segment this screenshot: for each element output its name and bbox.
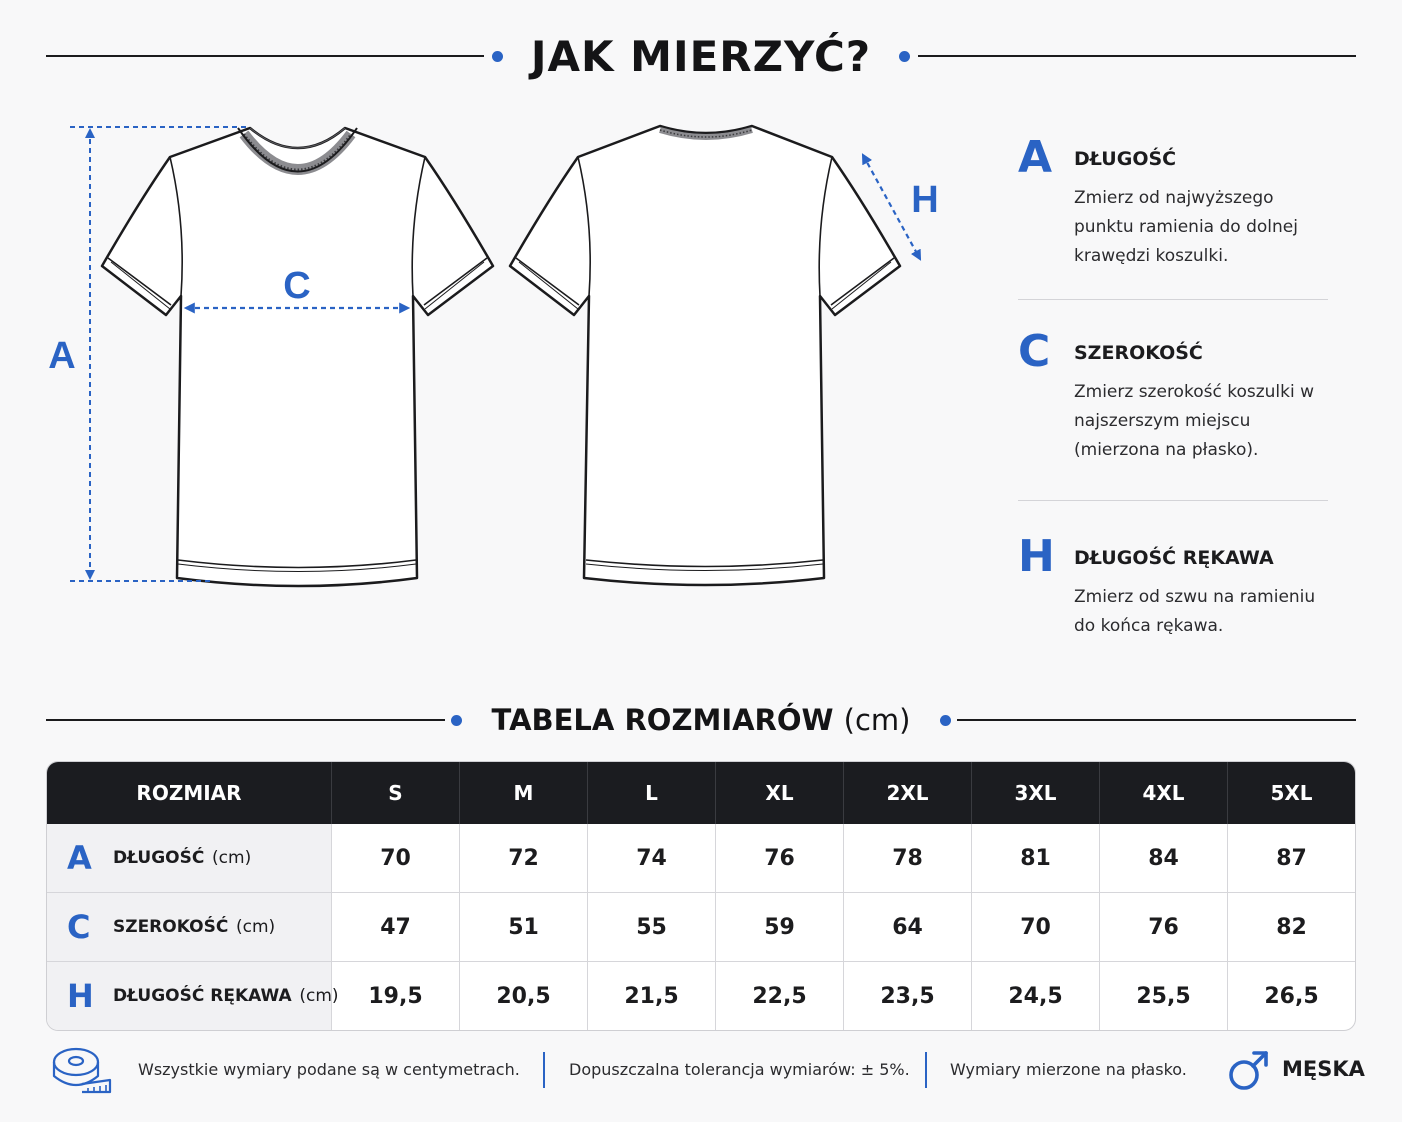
footer-note-tolerance: Dopuszczalna tolerancja wymiarów: ± 5%. <box>569 1060 910 1079</box>
size-table-header <box>47 762 1355 824</box>
legend-item-length <box>1018 132 1338 276</box>
page-title: JAK MIERZYĆ? <box>530 31 872 81</box>
footer-note-flat: Wymiary mierzone na płasko. <box>950 1060 1187 1079</box>
table-title-unit: (cm) <box>843 703 911 737</box>
column-header: M <box>459 762 587 824</box>
legend-letter: A <box>1018 132 1053 183</box>
legend-divider <box>1018 299 1328 300</box>
row-letter: H <box>67 977 94 1015</box>
column-header: XL <box>715 762 843 824</box>
table-cell: 55 <box>587 892 715 961</box>
legend-letter: H <box>1018 531 1055 582</box>
row-unit: (cm) <box>299 986 339 1006</box>
table-cell: 59 <box>715 892 843 961</box>
table-row <box>47 824 1355 892</box>
legend-name: DŁUGOŚĆ RĘKAWA <box>1074 547 1274 569</box>
row-header <box>47 961 339 1030</box>
row-letter: C <box>67 908 91 946</box>
column-header: 2XL <box>843 762 971 824</box>
row-header <box>47 892 331 961</box>
table-cell: 76 <box>1099 892 1227 961</box>
measure-h-label: H <box>911 179 939 221</box>
legend-item-sleeve <box>1018 531 1338 645</box>
legend-description: Zmierz szerokość koszulki w najszerszym miejscu (mierzona na płasko). <box>1074 382 1315 460</box>
table-row <box>47 961 1355 1030</box>
table-title-main: TABELA ROZMIARÓW <box>491 703 834 737</box>
table-cell: 70 <box>971 892 1099 961</box>
table-cell: 64 <box>843 892 971 961</box>
row-header <box>47 824 331 892</box>
table-cell: 72 <box>459 824 587 892</box>
measure-c-label: C <box>283 265 311 307</box>
column-header: 4XL <box>1099 762 1227 824</box>
table-cell: 74 <box>587 824 715 892</box>
table-cell: 21,5 <box>587 961 715 1030</box>
column-header-size: ROZMIAR <box>47 762 331 824</box>
legend-item-width <box>1018 326 1338 470</box>
table-cell: 87 <box>1227 824 1355 892</box>
row-unit: (cm) <box>212 848 252 868</box>
row-letter: A <box>67 839 92 877</box>
table-cell: 82 <box>1227 892 1355 961</box>
footer-divider <box>925 1052 927 1088</box>
table-cell: 26,5 <box>1227 961 1355 1030</box>
footer-notes <box>46 1040 1365 1100</box>
title-rule-left <box>46 55 484 57</box>
page-title-row <box>46 26 1356 86</box>
table-cell: 78 <box>843 824 971 892</box>
table-title-dot-left <box>451 715 462 726</box>
table-title-rule-left <box>46 719 445 721</box>
column-header: 5XL <box>1227 762 1355 824</box>
table-title-row <box>46 690 1356 750</box>
table-cell: 25,5 <box>1099 961 1227 1030</box>
legend-description: Zmierz od najwyższego punktu ramienia do dolnej krawędzi koszulki. <box>1074 188 1298 266</box>
column-header: L <box>587 762 715 824</box>
table-cell: 19,5 <box>331 961 459 1030</box>
male-symbol-icon <box>1227 1048 1271 1092</box>
title-dot-right <box>899 51 910 62</box>
measure-a-label: A <box>48 335 76 377</box>
table-cell: 23,5 <box>843 961 971 1030</box>
column-header: 3XL <box>971 762 1099 824</box>
title-dot-left <box>492 51 503 62</box>
table-cell: 76 <box>715 824 843 892</box>
row-unit: (cm) <box>235 917 276 937</box>
table-cell: 20,5 <box>459 961 587 1030</box>
footer-divider <box>543 1052 545 1088</box>
title-rule-right <box>918 55 1356 57</box>
legend-divider <box>1018 500 1328 501</box>
row-name: DŁUGOŚĆ RĘKAWA <box>113 986 292 1006</box>
column-header: S <box>331 762 459 824</box>
table-cell: 47 <box>331 892 459 961</box>
table-cell: 51 <box>459 892 587 961</box>
tshirt-back <box>510 126 900 585</box>
row-name: DŁUGOŚĆ <box>113 848 205 868</box>
legend-description: Zmierz od szwu na ramieniu do końca rękawa. <box>1074 587 1316 636</box>
table-title-dot-right <box>940 715 951 726</box>
tshirt-front <box>102 128 493 586</box>
tshirt-measurement-diagram <box>0 100 980 620</box>
legend-name: SZEROKOŚĆ <box>1074 342 1203 364</box>
table-cell: 84 <box>1099 824 1227 892</box>
size-table <box>46 761 1356 1031</box>
measuring-tape-icon <box>52 1044 114 1094</box>
table-cell: 22,5 <box>715 961 843 1030</box>
legend-name: DŁUGOŚĆ <box>1074 148 1177 170</box>
table-cell: 81 <box>971 824 1099 892</box>
row-name: SZEROKOŚĆ <box>113 917 229 937</box>
table-cell: 70 <box>331 824 459 892</box>
table-row <box>47 892 1355 961</box>
gender-label: MĘSKA <box>1282 1057 1365 1081</box>
table-title <box>492 703 911 737</box>
footer-note-units: Wszystkie wymiary podane są w centymetrach. <box>138 1060 520 1079</box>
table-cell: 24,5 <box>971 961 1099 1030</box>
table-title-rule-right <box>957 719 1356 721</box>
legend-letter: C <box>1018 326 1051 377</box>
